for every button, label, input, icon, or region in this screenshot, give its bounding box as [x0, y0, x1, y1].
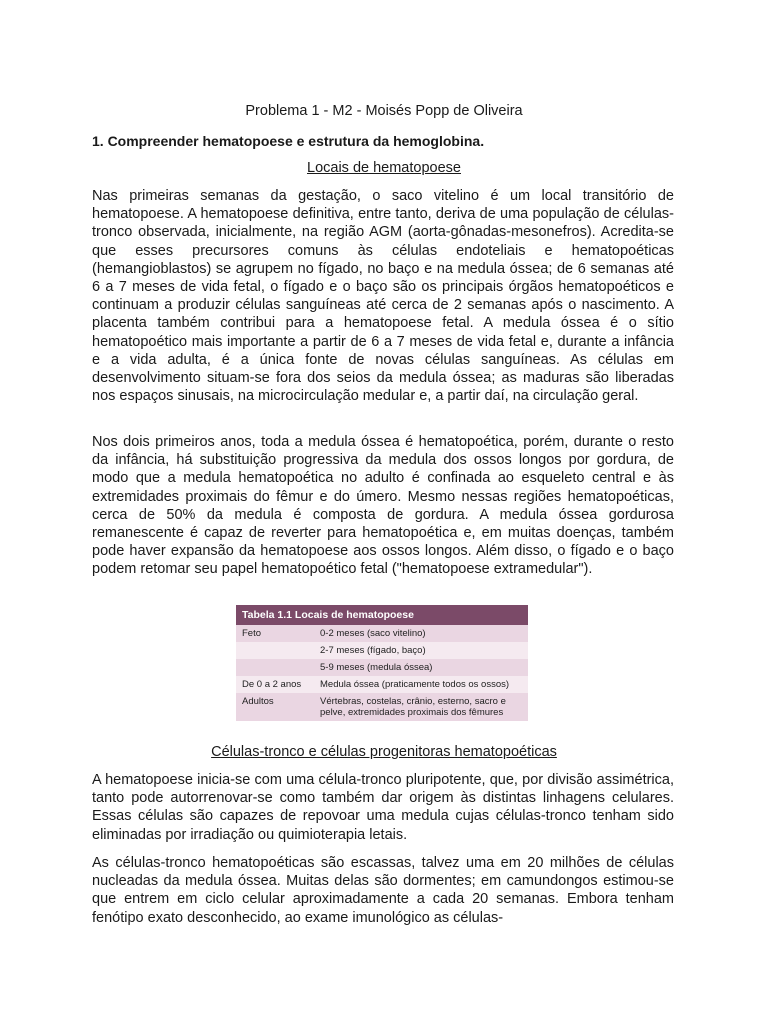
table-row	[236, 676, 528, 693]
paragraph: Nos dois primeiros anos, toda a medula óssea é hematopoética, porém, durante o resto da infância, há substituição progressiva da medula dos ossos longos por gordura, de modo que a medula hematopoética no adulto é confinada ao esqueleto central e às extremidades proximais do fêmur e do úmero. Mesmo nessas regiões hematopoéticas, cerca de 50% da medula é composta de gordura. A medula óssea gordurosa remanescente é capaz de reverter para hematopoética e, em muitas doenças, também pode haver expansão da hematopoese aos ossos longos. Além disso, o fígado e o baço podem retomar seu papel hematopoético fetal ("hematopoese extramedular").	[92, 434, 674, 578]
table-cell: 5-9 meses (medula óssea)	[314, 659, 528, 676]
paragraph: A hematopoese inicia-se com uma célula-tronco pluripotente, que, por divisão assimétrica, tanto pode autorrenovar-se como também dar origem às distintas linhagens celulares. Essas células são capazes de repovoar uma medula cujas células-tronco tenham sido eliminadas por irradiação ou quimioterapia letais.	[92, 772, 674, 843]
subsection-title-celulas-tronco: Células-tronco e células progenitoras hematopoéticas	[211, 744, 557, 760]
paragraph: Nas primeiras semanas da gestação, o saco vitelino é um local transitório de hematopoese. A hematopoese definitiva, entre tanto, deriva de uma população de células-tronco observada, inicialmente, na região AGM (aorta-gônadas-mesonefros). Acredita-se que esses precursores comuns às células endoteliais e hematopoéticas (hemangioblastos) se agrupem no fígado, no baço e na medula óssea; de 6 semanas até 6 a 7 meses de vida fetal, o fígado e o baço são os principais órgãos hematopoéticos e continuam a produzir células sanguíneas até cerca de 2 semanas após o nascimento. A placenta também contribui para a hematopoese fetal. A medula óssea é o sítio hematopoético mais importante a partir de 6 a 7 meses de vida fetal e, durante a infância e a vida adulta, é a única fonte de novas células sanguíneas. As células em desenvolvimento situam-se fora dos seios da medula óssea; as maduras são liberadas nos espaços sinusais, na microcirculação medular e, a partir daí, na circulação geral.	[92, 188, 674, 405]
table-cell: De 0 a 2 anos	[236, 676, 314, 693]
table-row	[236, 659, 528, 676]
table-cell: Medula óssea (praticamente todos os ossos)	[314, 676, 528, 693]
document-title: Problema 1 - M2 - Moisés Popp de Oliveira	[245, 103, 523, 119]
section-heading: 1. Compreender hematopoese e estrutura da hemoglobina.	[92, 133, 485, 149]
paragraph: As células-tronco hematopoéticas são escassas, talvez uma em 20 milhões de células nucleadas da medula óssea. Muitas delas são dormentes; em camundongos estimou-se que entrem em ciclo celular aproximadamente a cada 20 semanas. Embora tenham fenótipo exato desconhecido, ao exame imunológico as células-	[92, 855, 674, 926]
table-cell: Vértebras, costelas, crânio, esterno, sacro e pelve, extremidades proximais dos fêmures	[314, 693, 528, 721]
table-cell	[236, 642, 314, 659]
table-cell: Feto	[236, 625, 314, 642]
table-cell	[236, 659, 314, 676]
table-cell: Adultos	[236, 693, 314, 721]
subsection-title-locais: Locais de hematopoese	[307, 160, 461, 176]
table-cell: 0-2 meses (saco vitelino)	[314, 625, 528, 642]
table-cell: 2-7 meses (fígado, baço)	[314, 642, 528, 659]
table-row	[236, 625, 528, 642]
table-row	[236, 642, 528, 659]
table-row	[236, 693, 528, 721]
table-title: Tabela 1.1 Locais de hematopoese	[236, 605, 528, 625]
hematopoiesis-sites-table	[236, 605, 528, 721]
